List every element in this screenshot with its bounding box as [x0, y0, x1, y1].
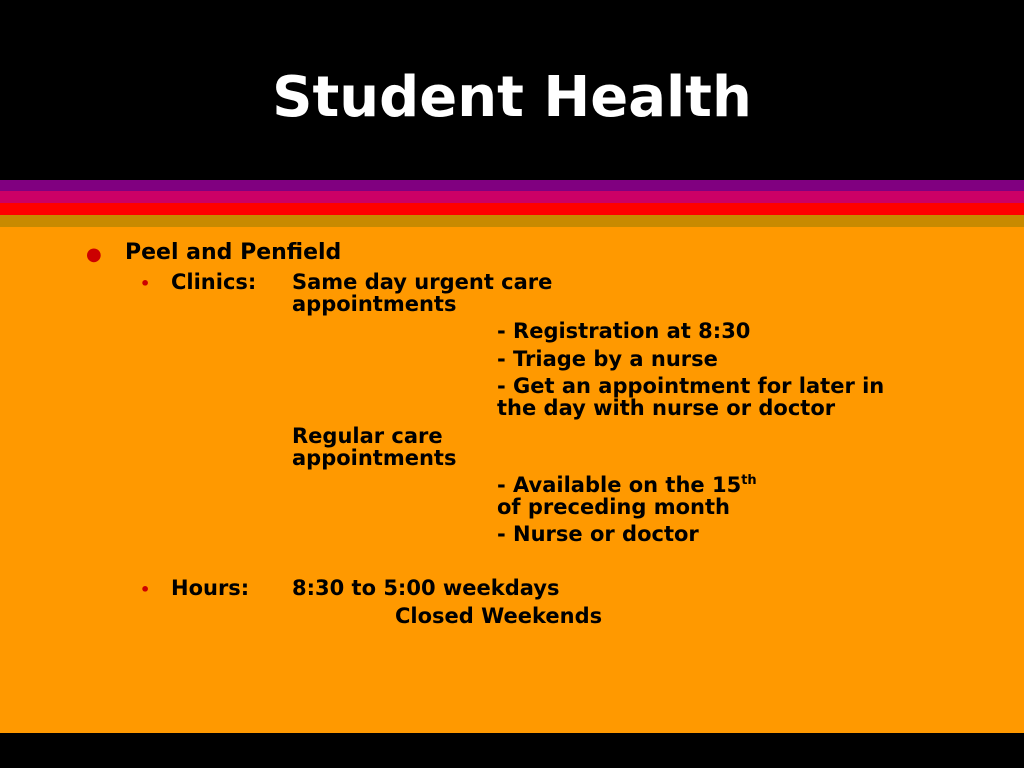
available-superscript: th — [741, 473, 757, 488]
stripe-purple — [0, 180, 1024, 191]
appointment-item-line2: the day with nurse or doctor — [497, 396, 836, 420]
stripe-red — [0, 203, 1024, 215]
stripe-magenta — [0, 191, 1024, 203]
triage-item: - Triage by a nurse — [497, 347, 718, 371]
hours-weekdays: 8:30 to 5:00 weekdays — [292, 576, 560, 600]
regular-care-line2: appointments — [292, 446, 457, 470]
appointment-item-line1: - Get an appointment for later in — [497, 374, 885, 398]
urgent-care-line1: Same day urgent care — [292, 270, 553, 294]
stripe-gold — [0, 215, 1024, 227]
disc-bullet-icon: ● — [86, 244, 102, 265]
nurse-doctor-item: - Nurse or doctor — [497, 522, 699, 546]
bullet-peel-penfield: Peel and Penfield — [125, 240, 342, 265]
available-item-line2: of preceding month — [497, 495, 730, 519]
slide-content — [0, 227, 1024, 733]
sub-bullet-icon: • — [140, 274, 151, 293]
bottom-band — [0, 733, 1024, 768]
urgent-care-line2: appointments — [292, 292, 457, 316]
regular-care-line1: Regular care — [292, 424, 443, 448]
hours-weekends: Closed Weekends — [395, 604, 603, 628]
registration-item: - Registration at 8:30 — [497, 319, 751, 343]
slide-title: Student Health — [272, 65, 752, 130]
sub-bullet-icon: • — [140, 580, 151, 599]
hours-label: Hours: — [171, 576, 250, 600]
clinics-label: Clinics: — [171, 270, 257, 294]
available-item-line1 — [497, 474, 757, 497]
available-prefix: - Available on the 15 — [497, 473, 742, 497]
